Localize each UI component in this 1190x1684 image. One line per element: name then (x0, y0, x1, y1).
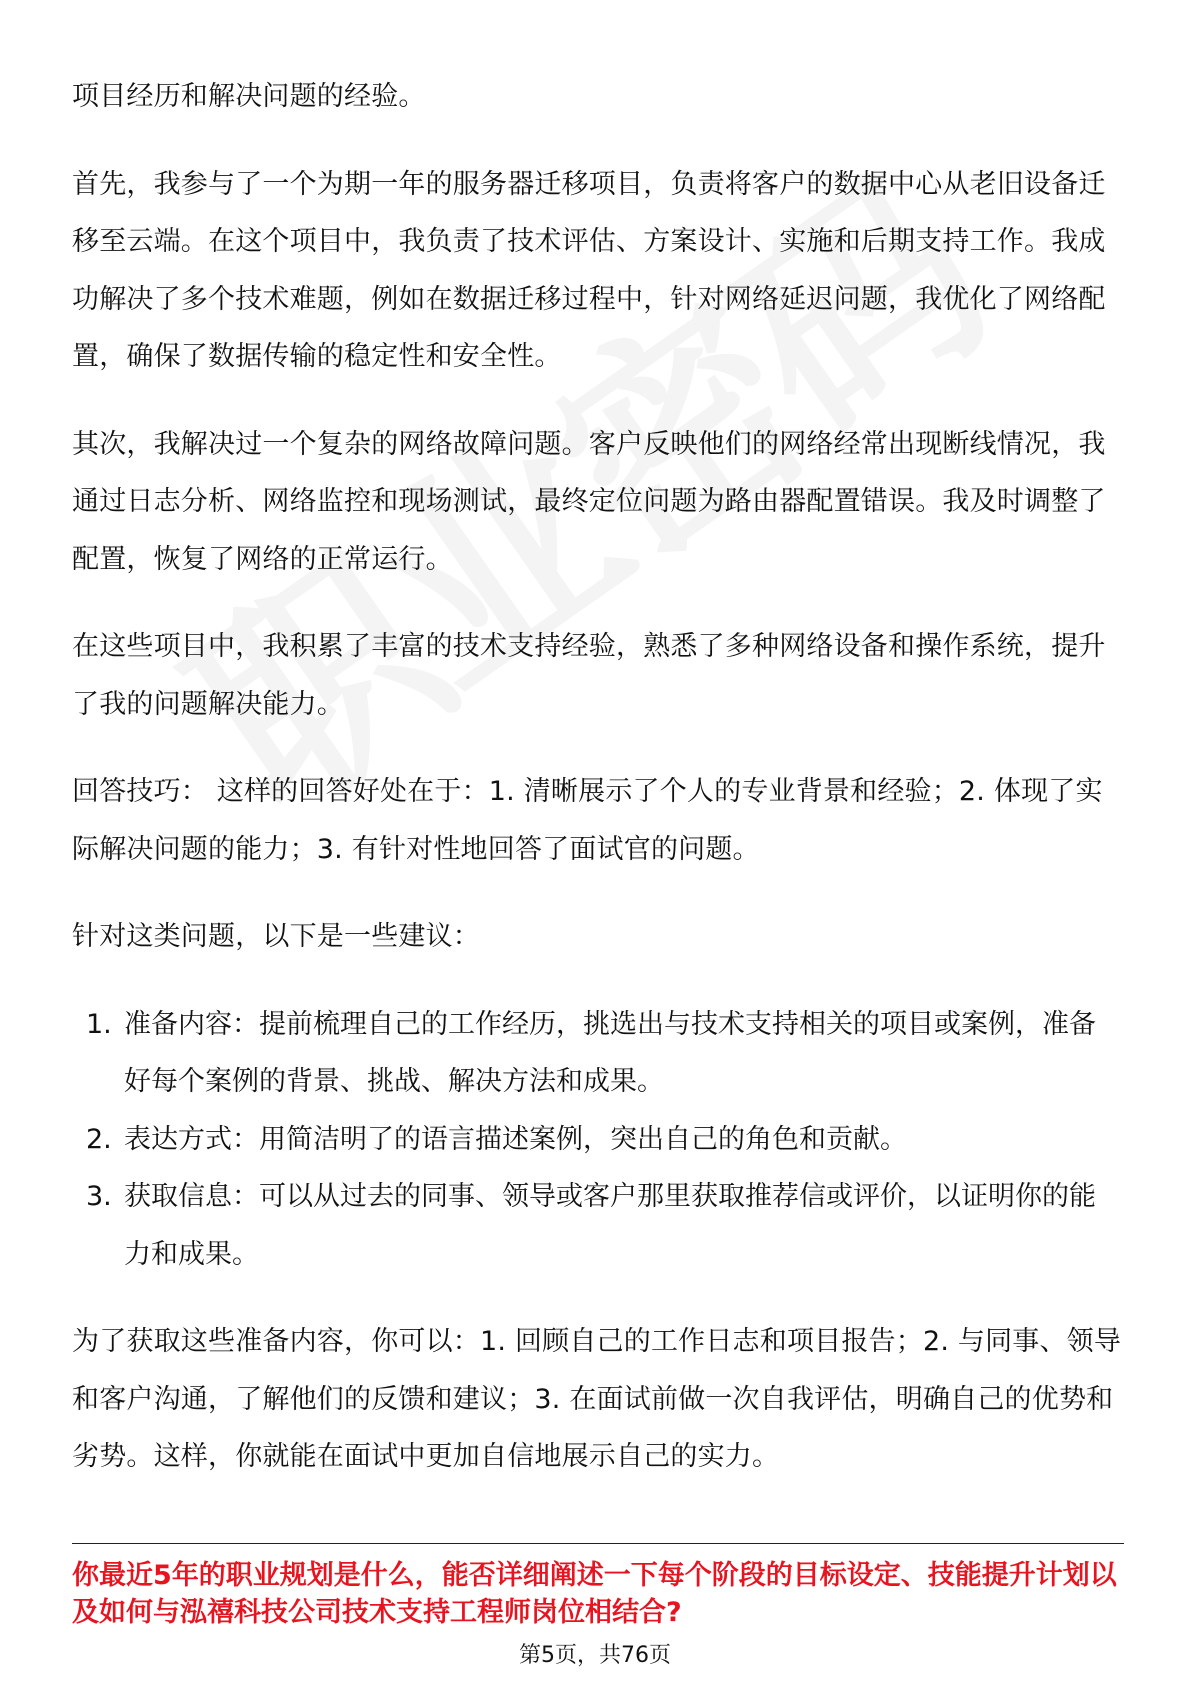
divider (72, 1543, 1124, 1544)
paragraph-answer-tips: 回答技巧： 这样的回答好处在于：1. 清晰展示了个人的专业背景和经验；2. 体现了实际解决问题的能力；3. 有针对性地回答了面试官的问题。 (72, 776, 1103, 865)
paragraph-server-migration: 首先，我参与了一个为期一年的服务器迁移项目，负责将客户的数据中心从老旧设备迁移至云端。在这个项目中，我负责了技术评估、方案设计、实施和后期支持工作。我成功解决了多个技术难题，例如在数据迁移过程中，针对网络延迟问题，我优化了网络配置，确保了数据传输的稳定性和安全性。 (72, 168, 1106, 372)
document-body (72, 68, 1122, 1516)
list-item (72, 1111, 1122, 1169)
paragraph-network-fault: 其次，我解决过一个复杂的网络故障问题。客户反映他们的网络经常出现断线情况，我通过日志分析、网络监控和现场测试，最终定位问题为路由器配置错误。我及时调整了配置，恢复了网络的正常运行。 (72, 428, 1106, 575)
paragraph-experience-summary: 在这些项目中，我积累了丰富的技术支持经验，熟悉了多种网络设备和操作系统，提升了我的问题解决能力。 (72, 631, 1106, 720)
page-number: 第5页，共76页 (519, 1643, 671, 1668)
list-item-text: 获取信息：可以从过去的同事、领导或客户那里获取推荐信或评价，以证明你的能力和成果。 (124, 1181, 1096, 1270)
list-item (72, 1168, 1122, 1283)
paragraph-intro: 项目经历和解决问题的经验。 (72, 81, 426, 112)
paragraph-suggestions-intro: 针对这类问题，以下是一些建议： (72, 921, 480, 952)
list-item-text: 表达方式：用简洁明了的语言描述案例，突出自己的角色和贡献。 (124, 1123, 907, 1155)
list-number: 1. (86, 1008, 112, 1040)
next-question-heading: 你最近5年的职业规划是什么，能否详细阐述一下每个阶段的目标设定、技能提升计划以及如何与泓禧科技公司技术支持工程师岗位相结合? (72, 1560, 1117, 1628)
advice-list (72, 996, 1122, 1284)
paragraph-preparation: 为了获取这些准备内容，你可以：1. 回顾自己的工作日志和项目报告；2. 与同事、领导和客户沟通，了解他们的反馈和建议；3. 在面试前做一次自我评估，明确自己的优势和劣势。这样，你就能在面试中更加自信地展示自己的实力。 (72, 1326, 1122, 1472)
list-number: 3. (86, 1181, 112, 1212)
list-item (72, 996, 1122, 1111)
list-number: 2. (86, 1123, 112, 1155)
list-item-text: 准备内容：提前梳理自己的工作经历，挑选出与技术支持相关的项目或案例，准备好每个案例的背景、挑战、解决方法和成果。 (124, 1008, 1096, 1097)
